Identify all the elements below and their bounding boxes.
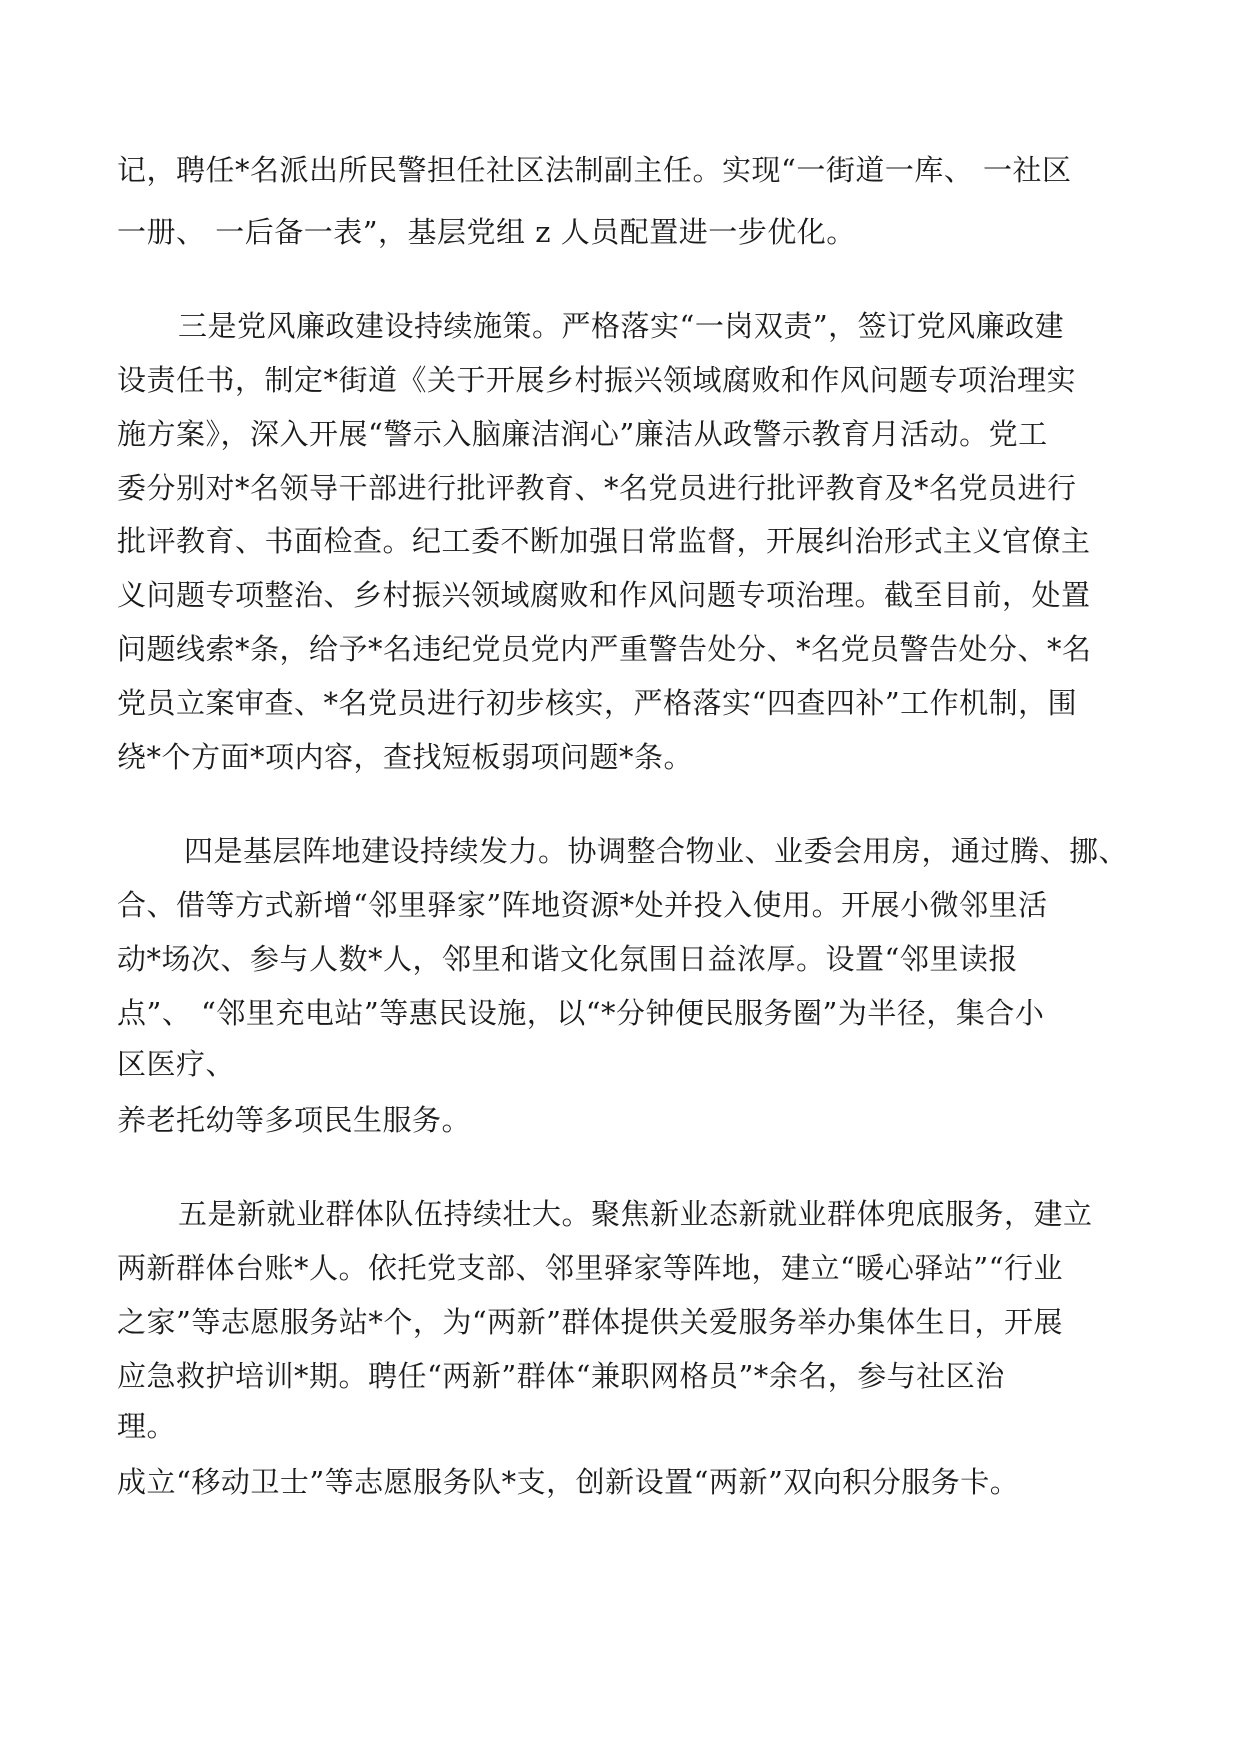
text-line: 一册、 一后备一表”，基层党组 z 人员配置进一步优化。 — [117, 215, 856, 249]
text-line: 区医疗、 — [117, 1047, 236, 1081]
text-line: 两新群体台账*人。依托党支部、邻里驿家等阵地，建立“暖心驿站”“行业 — [117, 1251, 1063, 1285]
text-line: 委分别对*名领导干部进行批评教育、*名党员进行批评教育及*名党员进行 — [117, 471, 1077, 505]
text-line: 三是党风廉政建设持续施策。严格落实“一岗双责”，签订党风廉政建 — [178, 309, 1065, 343]
text-line: 四是基层阵地建设持续发力。协调整合物业、业委会用房，通过腾、挪、 — [184, 834, 1129, 868]
text-line: 施方案》，深入开展“警示入脑廉洁润心”廉洁从政警示教育月活动。党工 — [117, 417, 1048, 451]
text-line: 动*场次、参与人数*人，邻里和谐文化氛围日益浓厚。设置“邻里读报 — [117, 942, 1018, 976]
text-line: 问题线索*条，给予*名违纪党员党内严重警告处分、*名党员警告处分、*名 — [117, 632, 1092, 666]
text-line: 点”、 “邻里充电站”等惠民设施，以“*分钟便民服务圈”为半径，集合小 — [117, 996, 1045, 1030]
text-line: 党员立案审查、*名党员进行初步核实，严格落实“四查四补”工作机制，围 — [117, 686, 1078, 720]
text-line: 养老托幼等多项民生服务。 — [117, 1103, 472, 1137]
text-line: 五是新就业群体队伍持续壮大。聚焦新业态新就业群体兜底服务，建立 — [178, 1197, 1093, 1231]
text-line: 成立“移动卫士”等志愿服务队*支，创新设置“两新”双向积分服务卡。 — [117, 1465, 1020, 1499]
text-line: 记，聘任*名派出所民警担任社区法制副主任。实现“一街道一库、 一社区 — [117, 153, 1072, 187]
text-line: 之家”等志愿服务站*个，为“两新”群体提供关爱服务举办集体生日，开展 — [117, 1305, 1063, 1339]
text-line: 应急救护培训*期。聘任“两新”群体“兼职网格员”*余名，参与社区治 — [117, 1359, 1005, 1393]
text-line: 理。 — [117, 1409, 177, 1443]
text-line: 绕*个方面*项内容，查找短板弱项问题*条。 — [117, 740, 694, 774]
text-line: 批评教育、书面检查。纪工委不断加强日常监督，开展纠治形式主义官僚主 — [117, 524, 1091, 558]
text-line: 设责任书，制定*街道《关于开展乡村振兴领域腐败和作风问题专项治理实 — [117, 363, 1077, 397]
text-line: 合、借等方式新增“邻里驿家”阵地资源*处并投入使用。开展小微邻里活 — [117, 888, 1048, 922]
text-line: 义问题专项整治、乡村振兴领域腐败和作风问题专项治理。截至目前，处置 — [117, 578, 1091, 612]
